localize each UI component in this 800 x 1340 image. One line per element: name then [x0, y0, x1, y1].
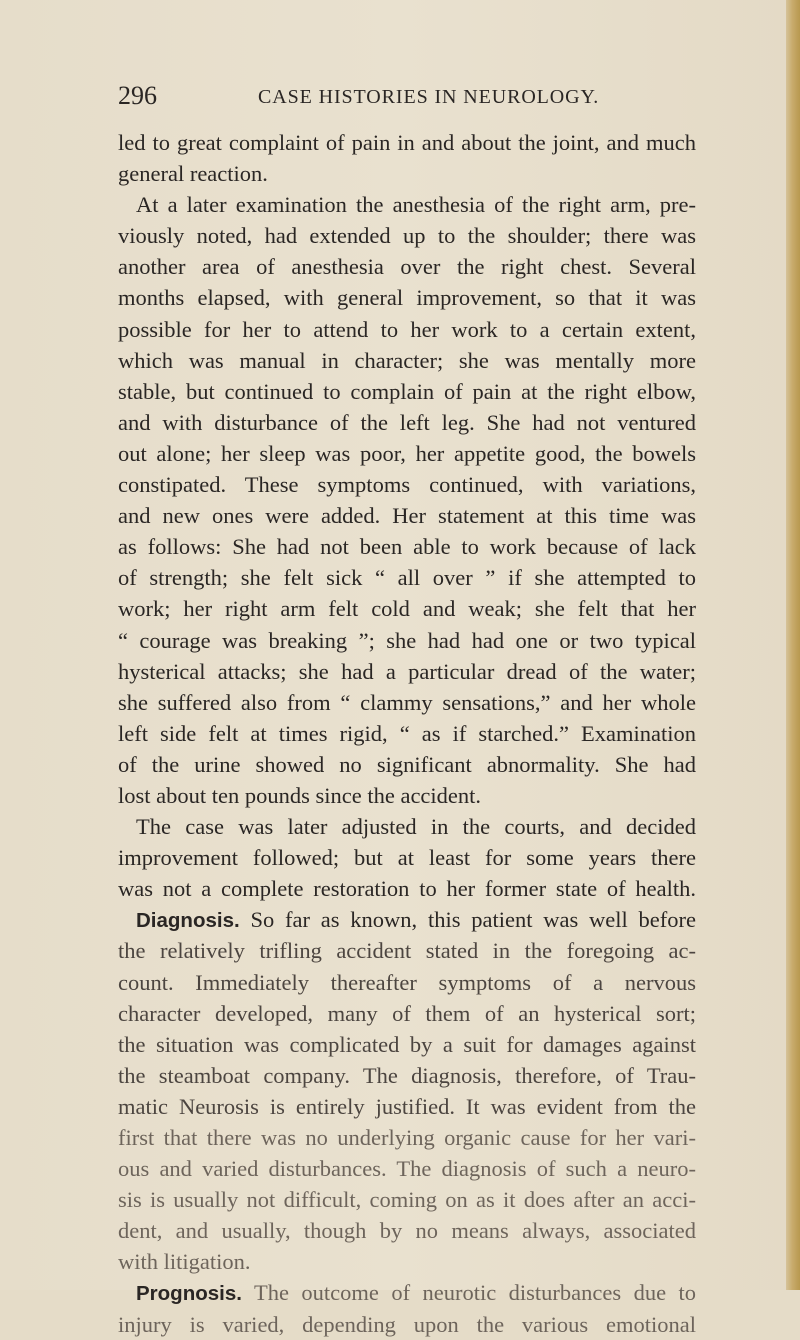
text-line: of strength; she felt sick “ all over ” if she attempted to [118, 565, 696, 591]
text-line: out alone; her sleep was poor, her appetite good, the bowels [118, 440, 696, 466]
text-line: possible for her to attend to her work to a certain extent, [118, 316, 696, 342]
text-line: dent, and usually, though by no means always, associated [118, 1218, 696, 1244]
text-line: with litigation. [118, 1249, 251, 1275]
text-line: first that there was no underlying organic cause for her vari- [118, 1125, 696, 1150]
page-edge [786, 0, 800, 1290]
text-line: the situation was complicated by a suit for damages against [118, 1031, 696, 1057]
prognosis-paragraph-start [118, 1277, 696, 1308]
text-line: which was manual in character; she was mentally more [118, 347, 696, 373]
text-line: matic Neurosis is entirely justified. It was evident from the [118, 1093, 696, 1119]
text-line: At a later examination the anesthesia of the right arm, pre- [136, 192, 696, 218]
text-line: and with disturbance of the left leg. She had not ventured [118, 409, 696, 435]
text-line: hysterical attacks; she had a particular dread of the water; [118, 658, 696, 684]
text-line: months elapsed, with general improvement, so that it was [118, 285, 696, 311]
text-line: of the urine showed no significant abnormality. She had [118, 751, 696, 777]
text-line: character developed, many of them of an hysterical sort; [118, 1000, 696, 1026]
text-line: viously noted, had extended up to the shoulder; there was [118, 223, 696, 249]
text-line: general reaction. [118, 161, 268, 187]
prognosis-label: Prognosis. [136, 1282, 242, 1306]
text-line: lost about ten pounds since the accident. [118, 782, 482, 808]
text-line: work; her right arm felt cold and weak; she felt that her [118, 596, 696, 622]
text-line: left side felt at times rigid, “ as if starched.” Examination [118, 720, 696, 746]
page-number: 296 [118, 81, 157, 110]
text-line: improvement followed; but at least for some years there [118, 845, 696, 871]
running-header [118, 82, 696, 110]
text-line: “ courage was breaking ”; she had had one or two typical [118, 627, 696, 653]
diagnosis-label: Diagnosis. [136, 909, 240, 933]
text-line: So far as known, this patient was well before [250, 907, 697, 933]
text-line: sis is usually not difficult, coming on as it does after an acci- [118, 1187, 696, 1213]
text-line: the steamboat company. The diagnosis, therefore, of Trau- [118, 1062, 696, 1088]
text-line: she suffered also from “ clammy sensations,” and her whole [118, 689, 696, 715]
diagnosis-paragraph-start [118, 904, 696, 935]
text-line: another area of anesthesia over the right chest. Several [118, 254, 696, 280]
text-line: ous and varied disturbances. The diagnosis of such a neuro- [118, 1156, 696, 1182]
text-line: count. Immediately thereafter symptoms of a nervous [118, 969, 696, 995]
text-line: and new ones were added. Her statement at this time was [118, 503, 696, 529]
running-title: CASE HISTORIES IN NEUROLOGY. [258, 86, 600, 108]
text-line: was not a complete restoration to her former state of health. [118, 876, 696, 902]
text-line: as follows: She had not been able to work because of lack [118, 534, 696, 560]
text-line: the relatively trifling accident stated in the foregoing ac- [118, 938, 696, 964]
text-line: stable, but continued to complain of pain at the right elbow, [118, 378, 696, 404]
text-line: injury is varied, depending upon the various emotional [118, 1311, 696, 1337]
text-line: The case was later adjusted in the courts, and decided [136, 814, 696, 840]
text-line: The outcome of neurotic disturbances due to [253, 1280, 697, 1306]
text-line: led to great complaint of pain in and about the joint, and much [118, 130, 696, 155]
text-line: constipated. These symptoms continued, with variations, [118, 472, 696, 498]
body-text [118, 127, 696, 1340]
